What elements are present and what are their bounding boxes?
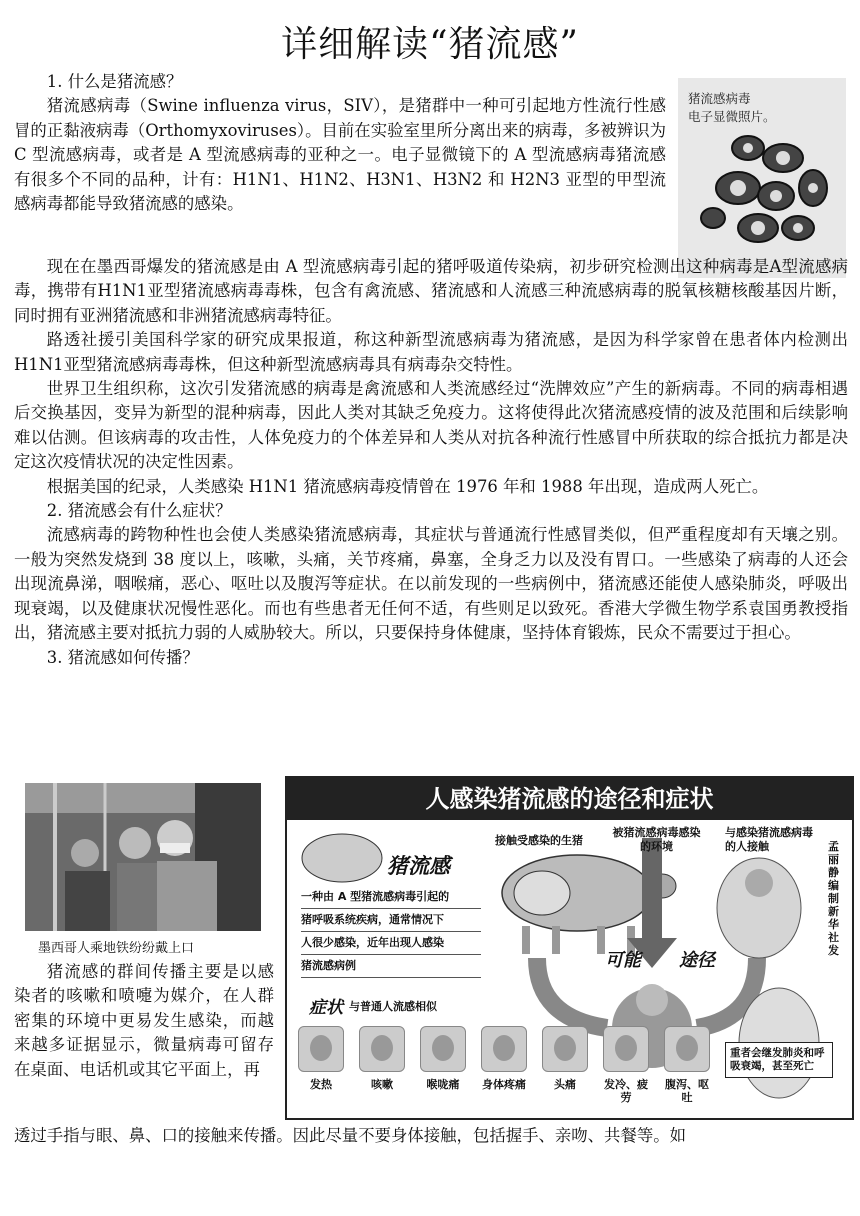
symptom-label: 腹泻、呕吐 (665, 1078, 709, 1104)
symptom-item (417, 1026, 469, 1091)
source-pig-label: 接触受感染的生猪 (495, 834, 583, 847)
fever-icon (298, 1026, 344, 1072)
paragraph: 流感病毒的跨物种性也会使人类感染猪流感病毒，其症状与普通流行性感冒类似，但严重程度却有天壤之别。一般为突然发烧到 38 度以上，咳嗽，头痛，关节疼痛，鼻塞，全身乏力以及没有胃口。一些感染了病毒的人还会出现流鼻涕，咽喉痛，恶心、呕吐以及腹泻等症状。在以前发现的一些病例中，猪流感还能使人感染肺炎，呼吸出现衰竭，以及健康状况慢性恶化。而也有些患者无任何不适，有些则足以致死。香港大学微生物学系袁国勇教授指出，猪流感主要对抵抗力弱的人威胁较大。所以，只要保持身体健康，坚持体育锻炼，民众不需要过于担心。 (14, 525, 848, 643)
description-line: 一种由 A 型猪流感病毒引起的 (301, 886, 481, 909)
paragraph: 猪流感的群间传播主要是以感染者的咳嗽和喷嚏为媒介，在人群密集的环境中更易发生感染，而越来越多证据显示，微量病毒可留存在桌面、电话机或其它平面上，再 (14, 962, 274, 1079)
symptom-item (356, 1026, 408, 1091)
page-title: 详细解读“猪流感” (281, 24, 579, 65)
symptom-list (295, 1026, 725, 1116)
credit-label: 孟丽静编制 新华社发 (828, 840, 839, 957)
possible-label: 可能 (605, 950, 641, 971)
symptom-label: 喉咙痛 (426, 1078, 460, 1091)
symptom-item (600, 1026, 652, 1104)
chills-icon (603, 1026, 649, 1072)
symptoms-subtitle: 与普通人流感相似 (349, 1000, 437, 1013)
paragraph: 猪流感病毒（Swine influenza virus，SIV），是猪群中一种可引起地方性流行性感冒的正黏液病毒（Orthomyxoviruses）。目前在实验室里所分离出来的病毒，多被辨识为 C 型流感病毒，或者是 A 型流感病毒的亚种之一。电子显微镜下的 A 型流感病毒猪流感有很多个不同的品种，计有：H1N1、H1N2、H3N1、H3N2 和 H2N3 亚型的甲型流感病毒都能导致猪流感的感染。 (14, 96, 666, 214)
paragraph: 世界卫生组织称，这次引发猪流感的病毒是禽流感和人类流感经过“洗牌效应”产生的新病毒。不同的病毒相遇后交换基因，变异为新型的混种病毒，因此人类对其缺乏免疫力。这将使得此次猪流感疫情的波及范围和后续影响难以估测。但该病毒的攻击性，人体免疫力的个体差异和人类从对抗各种流行性感冒中所获取的综合抵抗力都是决定这次疫情状况的决定性因素。 (14, 379, 848, 472)
symptom-label: 身体疼痛 (482, 1078, 526, 1091)
section-1-continued (14, 255, 848, 670)
description-line: 猪流感病例 (301, 955, 481, 978)
paragraph: 路透社援引美国科学家的研究成果报道，称这种新型流感病毒为猪流感，是因为科学家曾在患者体内检测出H1N1亚型猪流感病毒毒株，但这种新型流感病毒具有病毒杂交特性。 (14, 330, 848, 374)
symptom-item (478, 1026, 530, 1091)
symptom-label: 发热 (310, 1078, 332, 1091)
pig-flu-title: 猪流感 (387, 854, 450, 878)
description-line: 人很少感染，近年出现人感染 (301, 932, 481, 955)
headache-icon (542, 1026, 588, 1072)
section-3-text (14, 765, 274, 1082)
severe-warning: 重者会继发肺炎和呼吸衰竭，甚至死亡 (725, 1042, 833, 1078)
vomiting-icon (664, 1026, 710, 1072)
pig-flu-description (301, 886, 481, 978)
symptom-item (661, 1026, 713, 1104)
symptom-label: 发冷、疲劳 (604, 1078, 648, 1104)
section-1-heading: 1. 什么是猪流感？ (46, 72, 183, 91)
symptoms-title: 症状 (309, 998, 343, 1018)
section-2-heading: 2. 猪流感会有什么症状？ (46, 501, 232, 521)
body-ache-icon (481, 1026, 527, 1072)
route-label: 途径 (679, 950, 715, 971)
paragraph: 透过手指与眼、鼻、口的接触来传播。因此尽量不要身体接触，包括握手、亲吻、共餐等。如 (14, 1126, 687, 1145)
symptom-item (295, 1026, 347, 1091)
cough-icon (359, 1026, 405, 1072)
photo-caption: 墨西哥人乘地铁纷纷戴上口 (38, 941, 195, 956)
symptom-label: 咳嗽 (371, 1078, 393, 1091)
paragraph: 根据美国的纪录，人类感染 H1N1 猪流感病毒疫情曾在 1976 年和 1988 年出现，造成两人死亡。 (46, 476, 769, 496)
infographic (285, 776, 854, 1120)
section-1-top (14, 70, 666, 216)
source-person-label: 与感染猪流感病毒的人接触 (725, 826, 813, 853)
micrograph-caption: 猪流感病毒 电子显微照片。 (688, 91, 776, 124)
microscope-figure (678, 78, 846, 278)
symptom-label: 头痛 (554, 1078, 576, 1091)
infographic-banner: 人感染猪流感的途径和症状 (287, 778, 852, 820)
section-3-heading: 3. 猪流感如何传播？ (46, 647, 199, 667)
sore-throat-icon (420, 1026, 466, 1072)
description-line: 猪呼吸系统疾病，通常情况下 (301, 909, 481, 932)
paragraph: 现在在墨西哥爆发的猪流感是由 A 型流感病毒引起的猪呼吸道传染病，初步研究检测出这种病毒是A型流感病毒，携带有H1N1亚型猪流感病毒毒株，包含有禽流感、猪流感和人流感三种流感病毒的脱氧核糖核酸基因片断，同时拥有亚洲猪流感和非洲猪流感病毒特征。 (14, 257, 848, 325)
section-3-last-line (14, 1124, 860, 1148)
source-environment-label: 被猪流感病毒感染的环境 (612, 826, 701, 853)
symptom-item (539, 1026, 591, 1091)
